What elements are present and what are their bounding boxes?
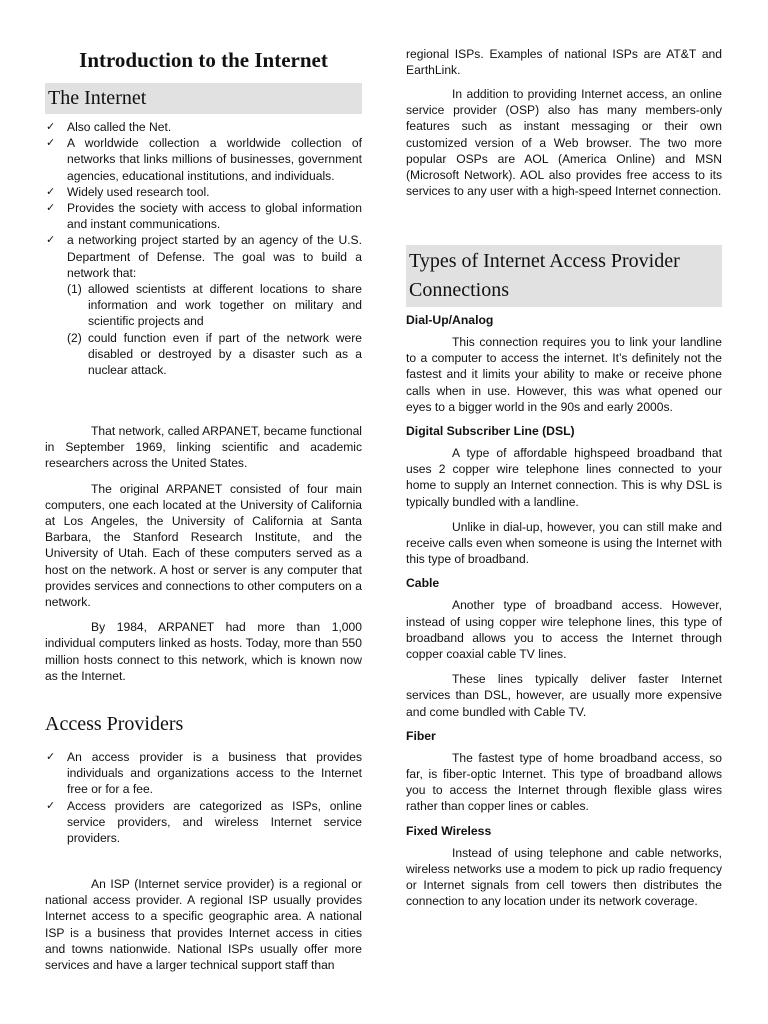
list-item: ✓ A worldwide collection a worldwide collection of networks that links millions of businesses, government agencies, educational institutions, and individuals.	[46, 136, 362, 183]
osp-paragraph: In addition to providing Internet access, an online service provider (OSP) also has many members-only features such as instant messaging or their own customized version of a Web browser. The two more popular OSPs are AOL (America Online) and MSN (Microsoft Network). AOL also provides free access to its services to any user with a high-speed Internet connection.	[406, 87, 722, 199]
internet-section-body	[45, 119, 362, 378]
connection-types-body	[406, 312, 722, 909]
dsl-paragraph-2: Unlike in dial-up, however, you can still make and receive calls even when someone is using the Internet with this type of broadband.	[406, 519, 722, 567]
paragraph: By 1984, ARPANET had more than 1,000 individual computers linked as hosts. Today, more than 550 million hosts connect to this network, which is known now as the Internet.	[45, 620, 362, 683]
cable-paragraph: Another type of broadband access. However, instead of using copper wire telephone lines, this type of broadband allows you to access the Internet through copper coaxial cable TV lines.	[406, 598, 722, 662]
section-heading-the-internet: The Internet	[45, 83, 362, 114]
paragraph: That network, called ARPANET, became functional in September 1969, linking scientific and academic researchers across the United States.	[45, 424, 362, 471]
fixed-wireless-paragraph: Instead of using telephone and cable networks, wireless networks use a modem to pick up radio frequency or Internet signals from cell towers then distributes the connection to any location under its network coverage.	[406, 845, 722, 909]
list-item: ✓ Also called the Net.	[46, 120, 172, 134]
checkmark-icon: ✓	[46, 202, 56, 215]
cable-heading: Cable	[406, 576, 440, 591]
paragraph: The original ARPANET consisted of four main computers, one each located at the University of California at Los Angeles, the University of California at Santa Barbara, the Stanford Research Institute, and the University of Utah. Each of these computers served as a host on the network. A host or server is any computer that provides services and connections to other computers on a network.	[45, 481, 362, 610]
arpanet-goal-list	[67, 281, 362, 378]
section-heading-types-of-connections: Types of Internet Access Provider Connections	[406, 245, 722, 307]
document-title: Introduction to the Internet	[79, 48, 328, 72]
sub-list-item: (1) allowed scientists at different locations to share information and work together on military and scientific projects and	[67, 282, 362, 329]
checkmark-icon: ✓	[46, 137, 56, 150]
cable-paragraph-2: These lines typically deliver faster Internet services than DSL, however, are usually more expensive and come bundled with Cable TV.	[406, 672, 722, 719]
arpanet-paragraphs	[45, 423, 362, 684]
list-item: ✓ Provides the society with access to global information and instant communications.	[46, 201, 362, 232]
section-heading-access-providers: Access Providers	[45, 713, 184, 735]
checkmark-icon: ✓	[46, 751, 56, 763]
isp-paragraph-continued: regional ISPs. Examples of national ISPs are AT&T and EarthLink.	[406, 47, 722, 78]
access-section-body	[45, 749, 362, 846]
fiber-heading: Fiber	[406, 728, 436, 743]
internet-bullet-list	[45, 119, 362, 378]
isp-paragraph: An ISP (Internet service provider) is a regional or national access provider. A regional ISP usually provides Internet access to a specific geographic area. A national ISP is a business that provides Internet access in cities and towns nationwide. National ISPs usually offer more services and have a larger technical support staff than	[45, 877, 362, 973]
dsl-heading: Digital Subscriber Line (DSL)	[406, 424, 575, 439]
fixed-wireless-heading: Fixed Wireless	[406, 823, 492, 838]
checkmark-icon: ✓	[46, 185, 56, 198]
dsl-paragraph: A type of affordable highspeed broadband that uses 2 copper wire telephone lines connected to your home to supply an Internet connection. This is why DSL is typically bundled with a landline.	[406, 446, 722, 509]
list-item: ✓ An access provider is a business that provides individuals and organizations access to the Internet free or for a fee.	[46, 750, 362, 797]
access-bullet-list	[45, 749, 362, 846]
sub-list-item: (2) could function even if part of the network were disabled or destroyed by a disaster such as a nuclear attack.	[67, 330, 362, 378]
fiber-paragraph: The fastest type of home broadband access, so far, is fiber-optic Internet. This type of broadband allows you to access the Internet through flexible glass wires rather than copper lines or cables.	[406, 750, 722, 814]
checkmark-icon: ✓	[46, 799, 56, 812]
dial-up-heading: Dial-Up/Analog	[406, 313, 494, 327]
dial-up-paragraph: This connection requires you to link your landline to a computer to access the internet. It’s definitely not the fastest and it limits your ability to make or receive phone calls when in use. However, this was what opened our eyes to a bigger world in the 90s and early 2000s.	[406, 335, 722, 414]
checkmark-icon: ✓	[46, 121, 56, 133]
checkmark-icon: ✓	[46, 234, 56, 247]
list-item: ✓ Access providers are categorized as ISPs, online service providers, and wireless Internet service providers.	[46, 798, 362, 846]
list-item: ✓ a networking project started by an agency of the U.S. Department of Defense. The goal was to build a network that: (1) allowed scientists at different locations to share information and work together on military and scientific projects and (2) could function even if part of the network were disabled or destroyed by a disaster such as a nuclear attack.	[46, 233, 362, 378]
list-item: ✓ Widely used research tool.	[46, 184, 210, 199]
